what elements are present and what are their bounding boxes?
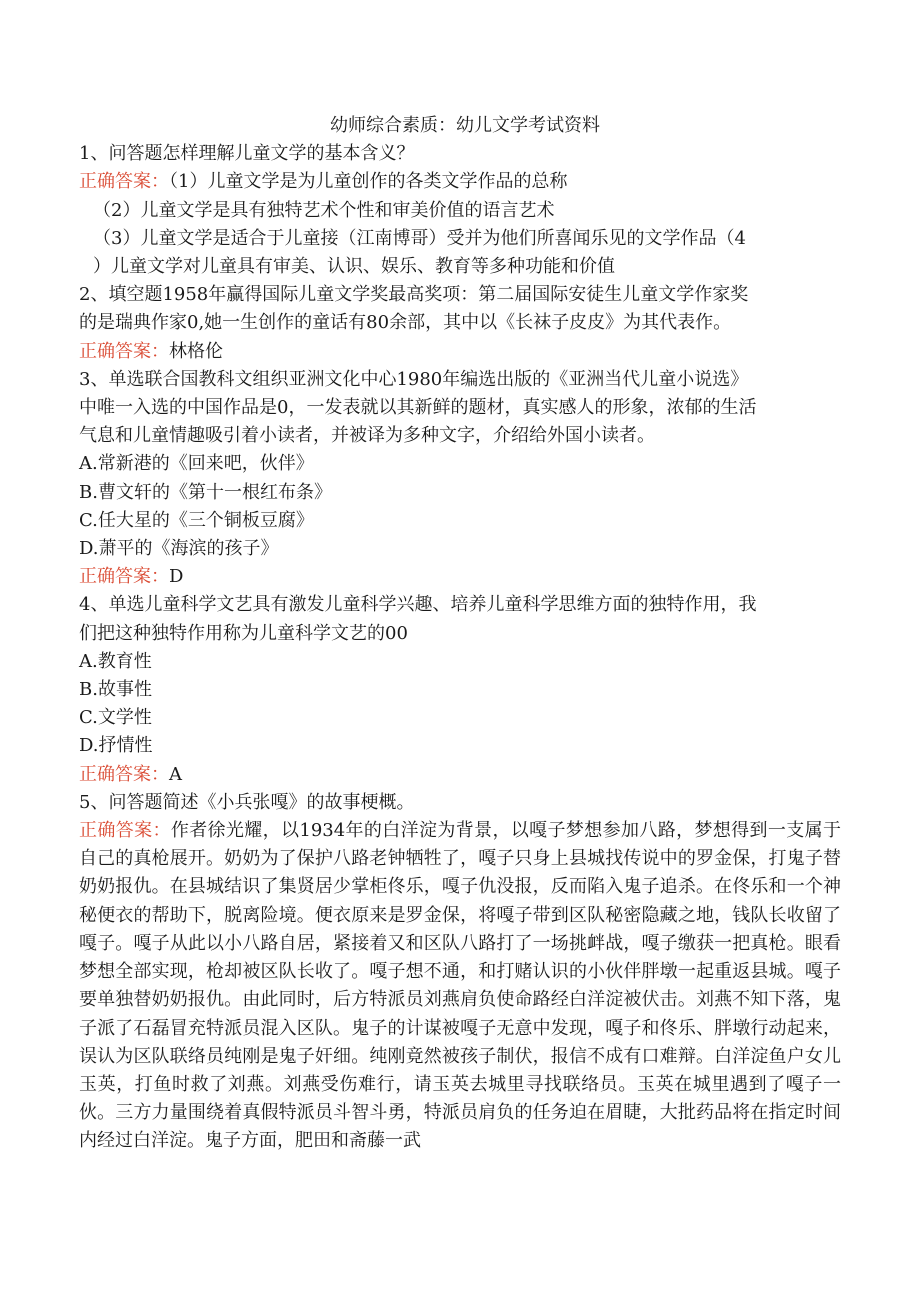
q2-stem-line-1: 2、填空题1958年赢得国际儿童文学奖最高奖项：第二届国际安徒生儿童文学作家奖 bbox=[79, 284, 749, 306]
document-page bbox=[79, 112, 841, 1156]
q4-option-c: C.文学性 bbox=[79, 707, 152, 729]
q4-stem-line-1: 4、单选儿童科学文艺具有激发儿童科学兴趣、培养儿童科学思维方面的独特作用，我 bbox=[79, 594, 757, 616]
q3-stem-line-2: 中唯一入选的中国作品是0，一发表就以其新鲜的题材，真实感人的形象，浓郁的生活 bbox=[79, 397, 757, 419]
q3-answer-line bbox=[79, 563, 841, 591]
q5-answer: 作者徐光耀，以1934年的白洋淀为背景，以嘎子梦想参加八路，梦想得到一支属于自己的真枪展开。奶奶为了保护八路老钟牺牲了，嘎子只身上县城找传说中的罗金保，打鬼子替奶奶报仇。在县城结识了集贤居少掌柜佟乐，嘎子仇没报，反而陷入鬼子追杀。在佟乐和一个神秘便衣的帮助下，脱离险境。便衣原来是罗金保，将嘎子带到区队秘密隐藏之地，钱队长收留了嘎子。嘎子从此以小八路自居，紧接着又和区队八路打了一场挑衅战，嘎子缴获一把真枪。眼看梦想全部实现，枪却被区队长收了。嘎子想不通，和打赌认识的小伙伴胖墩一起重返县城。嘎子要单独替奶奶报仇。由此同时，后方特派员刘燕肩负使命路经白洋淀被伏击。刘燕不知下落，鬼子派了石磊冒充特派员混入区队。鬼子的计谋被嘎子无意中发现，嘎子和佟乐、胖墩行动起来，误认为区队联络员纯刚是鬼子奸细。纯刚竟然被孩子制伏，报信不成有口难辩。白洋淀鱼户女儿玉英，打鱼时救了刘燕。刘燕受伤难行，请玉英去城里寻找联络员。玉英在城里遇到了嘎子一伙。三方力量围绕着真假特派员斗智斗勇，特派员肩负的任务迫在眉睫，大批药品将在指定时间内经过白洋淀。鬼子方面，肥田和斋藤一武 bbox=[79, 820, 842, 1152]
q1-answer-3: （3）儿童文学是适合于儿童接（江南博哥）受并为他们所喜闻乐见的文学作品（4 bbox=[93, 227, 746, 249]
answer-label: 正确答案： bbox=[79, 820, 171, 842]
q3-answer: D bbox=[169, 566, 184, 588]
q2-answer: 林格伦 bbox=[169, 340, 223, 362]
q2-answer-line bbox=[79, 338, 841, 366]
q1-answer-line bbox=[79, 168, 841, 196]
answer-label: 正确答案： bbox=[79, 340, 169, 362]
q4-option-b: B.故事性 bbox=[79, 679, 152, 701]
document-title: 幼师综合素质：幼儿文学考试资料 bbox=[330, 115, 600, 136]
q2-stem-line-2: 的是瑞典作家0,她一生创作的童话有80余部，其中以《长袜子皮皮》为其代表作。 bbox=[79, 312, 732, 334]
q3-stem-line-1: 3、单选联合国教科文组织亚洲文化中心1980年编选出版的《亚洲当代儿童小说选》 bbox=[79, 368, 749, 390]
q4-answer-line bbox=[79, 761, 841, 789]
q5-answer-paragraph bbox=[79, 817, 841, 1155]
q4-answer: A bbox=[169, 763, 182, 785]
q1-answer-2: （2）儿童文学是具有独特艺术个性和审美价值的语言艺术 bbox=[93, 199, 555, 221]
q5-stem: 5、问答题简述《小兵张嘎》的故事梗概。 bbox=[79, 791, 415, 813]
answer-label: 正确答案： bbox=[79, 763, 169, 785]
q4-option-a: A.教育性 bbox=[79, 650, 152, 672]
answer-label: 正确答案： bbox=[79, 566, 169, 588]
answer-label: 正确答案： bbox=[79, 171, 169, 193]
q3-option-c: C.任大星的《三个铜板豆腐》 bbox=[79, 509, 314, 531]
q3-stem-line-3: 气息和儿童情趣吸引着小读者，并被译为多种文字，介绍给外国小读者。 bbox=[79, 425, 655, 447]
q3-option-b: B.曹文轩的《第十一根红布条》 bbox=[79, 481, 332, 503]
q4-stem-line-2: 们把这种独特作用称为儿童科学文艺的00 bbox=[79, 622, 408, 644]
q1-answer-4: ）儿童文学对儿童具有审美、认识、娱乐、教育等多种功能和价值 bbox=[93, 256, 615, 278]
q1-answer-1: （1）儿童文学是为儿童创作的各类文学作品的总称 bbox=[169, 171, 568, 193]
q1-stem: 1、问答题怎样理解儿童文学的基本含义？ bbox=[79, 143, 415, 165]
q3-option-a: A.常新港的《回来吧，伙伴》 bbox=[79, 453, 314, 475]
q3-option-d: D.萧平的《海滨的孩子》 bbox=[79, 538, 279, 560]
q4-option-d: D.抒情性 bbox=[79, 735, 153, 757]
